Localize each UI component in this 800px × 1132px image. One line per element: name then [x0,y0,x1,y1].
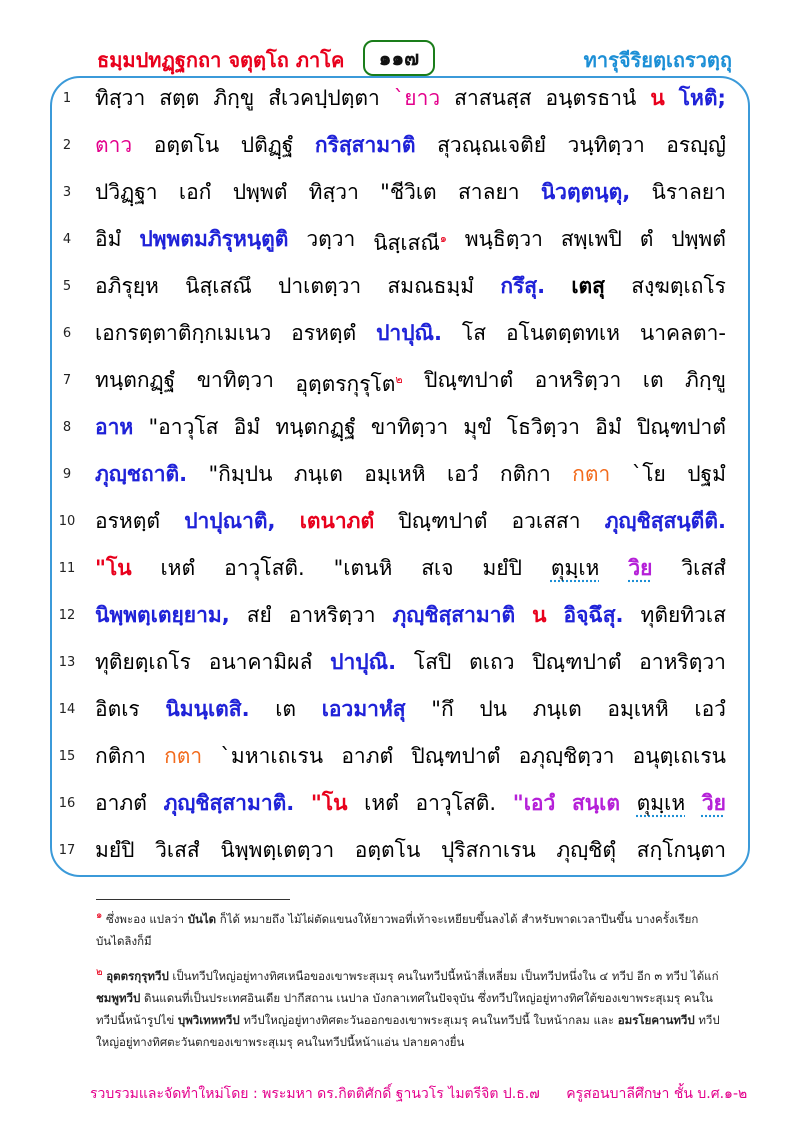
word: อิมํ [595,415,622,439]
word: ปน [479,697,508,721]
line-text [95,459,726,489]
word: ภุญฺชถาติ. [95,462,188,486]
footnote-marker: ๒ [395,373,403,386]
word: ภุญฺชิสฺสามาติ [392,603,516,627]
word: เหตํ [160,556,196,580]
line-number: 9 [62,467,72,482]
line-text [95,224,726,258]
word: ปุริสกาเรน [440,838,536,862]
word: สตฺต [159,86,200,110]
word: สํเวคปฺปตฺตา [268,86,380,110]
line-number: 8 [62,420,72,435]
word: ตุมฺเห [550,556,600,580]
word: กตา [572,462,611,486]
word: อุตฺตรกุรุโต$^๒$ [295,372,403,396]
word: ทุติยทิวเส [640,603,726,627]
footer-course: ครูสอนบาลีศึกษา ชั้น บ.ศ.๑-๒ [566,1086,748,1102]
word: ตุมฺเห [636,791,686,815]
text-line [0,551,800,598]
word: อโนตตฺตทเห [505,321,620,345]
line-number: 4 [62,232,72,247]
line-text [95,177,726,207]
word: "กึ [431,697,454,721]
word: เอกรตฺตาติกฺกเมเนว [95,321,272,345]
text-line [0,316,800,363]
word: อาภตํ [341,744,394,768]
line-text [95,130,726,160]
word: อิตเร [95,697,140,721]
word: ตํ [639,227,654,251]
word: วิย [628,556,653,580]
word: สมณธมฺมํ [387,274,475,298]
text-line [0,81,800,128]
word: มยํปิ [482,556,522,580]
word: ปิณฺฑปาตํ [398,509,488,533]
word: ภุญฺชิสฺสามาติ. [163,791,295,815]
line-number: 6 [62,326,72,341]
word: `มหาเถเรน [220,744,324,768]
word: สนฺเต [571,791,620,815]
word: กริสฺสามาติ [314,133,416,157]
line-text [95,600,726,630]
word: `โย [631,462,666,486]
text-line [0,363,800,410]
word: "โน [310,791,348,815]
word: สุวณฺณเจติยํ [437,133,547,157]
line-number: 5 [62,279,72,294]
word: น [532,603,547,627]
footnote-mark: ๑ [96,910,103,921]
word: "เอวํ [512,791,556,815]
text-line [0,739,800,786]
word: นิพฺพตฺเตยฺยาม, [95,603,230,627]
word: ทนฺตกฏฺฐํ [275,415,356,439]
word: อาหริตฺวา [639,650,726,674]
word: ขาทิตฺวา [196,368,274,392]
word: อตฺตโน [354,838,421,862]
line-text [95,553,726,583]
word: สาลยา [457,180,520,204]
word: อิมํ [233,415,261,439]
text-line [0,692,800,739]
footnote-text: ดินแดนที่เป็นประเทศอินเดีย ปากีสถาน เนปาล บังกลาเทศในปัจจุบัน ซึ่งทวีปใหญ่อยู่ทางทิศใต้ของเขาพระสุเมรุ คนในทวีปนี้หน้ารูปไข่ [96,990,713,1027]
word: สเจ [421,556,454,580]
word: กรึสุ. [500,274,546,298]
word: อรหตฺตํ [95,509,161,533]
line-number: 14 [58,702,76,717]
word: อนุตฺเถเรน [632,744,726,768]
word: อรญฺญํ [666,133,726,157]
text-line [0,175,800,222]
footnote-text: ซึ่งพะอง แปลว่า [106,911,188,926]
word: อิมํ [95,227,122,251]
word: อมฺเหหิ [607,697,669,721]
word: อตฺตโน [153,133,220,157]
word: อนฺตรธานํ [545,86,637,110]
word: ตาว [95,133,133,157]
word: สยํ [246,603,272,627]
word: กตา [164,744,203,768]
word: อาหริตฺวา [288,603,376,627]
word: กติกา [95,744,146,768]
word: อาวุโสติ. [224,556,305,580]
word: "เตนหิ [333,556,393,580]
line-number: 2 [62,138,72,153]
word: สพฺเพปิ [560,227,622,251]
line-number: 10 [58,514,76,529]
word: อภิรุยฺห [95,274,159,298]
word: เตนาภตํ [299,509,375,533]
footnote-term: บันได [187,911,217,926]
header-book-title: ธมฺมปทฏฺฐกถา จตุตฺโถ ภาโค [97,48,345,72]
line-text [95,647,726,677]
word: ปิณฺฑปาตํ [532,650,622,674]
text-line [0,786,800,833]
word: ภิกฺขู [213,86,255,110]
word: สกฺโกนฺตา [636,838,726,862]
word: โสปิ [413,650,452,674]
line-text [95,835,726,865]
line-number: 12 [58,608,76,623]
word: นิสฺเสณึ [185,274,252,298]
word: วิเสสํ [155,838,200,862]
word: กติกา [499,462,551,486]
word: "กิมฺปน [208,462,273,486]
word: ภนฺเต [532,697,582,721]
text-line [0,504,800,551]
text-line [0,269,800,316]
line-text [95,694,726,724]
footer-compiler: รวบรวมและจัดทำใหม่โดย : พระมหา ดร.กิตติศักดิ์ ฐานวโร ไมตรีจิต ป.ธ.๗ [90,1086,540,1102]
word: "อาวุโส [148,415,219,439]
word: อนาคามิผลํ [208,650,313,674]
word: ภิกฺขู [685,368,726,392]
word: อภุญฺชิตฺวา [518,744,615,768]
footnote-divider [96,899,290,900]
word: วนฺทิตฺวา [567,133,645,157]
word: เอวํ [694,697,726,721]
word: เอวมาหํสุ [321,697,406,721]
line-text [95,788,726,818]
word: อาหริตฺวา [534,368,622,392]
word: วิย [701,791,726,815]
word: ตเถว [469,650,515,674]
word: ปพฺพตํ [671,227,726,251]
word: โส [461,321,487,345]
word: ทิสฺวา [95,86,146,110]
word: ปาปุณิ. [376,321,443,345]
word: นิพฺพตฺเตตฺวา [220,838,335,862]
word: ปฐมํ [687,462,726,486]
text-line [0,222,800,269]
footnote-marker: ๑ [439,232,447,245]
word: "ชีวิเต [380,180,437,204]
word: โธวิตฺวา [506,415,580,439]
footnote-mark: ๒ [96,967,103,978]
word: อาวุโสติ. [415,791,497,815]
line-number: 11 [58,561,76,576]
word: ทนฺตกฏฺฐํ [95,368,176,392]
word: ขาทิตฺวา [370,415,449,439]
line-number: 7 [62,373,72,388]
text-line [0,645,800,692]
text-line [0,128,800,175]
text-lines [0,81,800,880]
text-line [0,833,800,880]
text-line [0,410,800,457]
word: นิราลยา [651,180,726,204]
word: ภนฺเต [293,462,343,486]
word: วิเสสํ [681,556,726,580]
word: ปพฺพตํ [232,180,288,204]
word: `ยาว [393,86,441,110]
line-text [95,365,726,399]
footnote-2 [96,962,726,1053]
word: มยํปิ [95,838,135,862]
word: เหตํ [364,791,399,815]
word: เตสุ [571,274,605,298]
word: สาสนสฺส [454,86,532,110]
text-line [0,457,800,504]
word: ปพฺพตมภิรุหนฺตูติ [139,227,289,251]
footnote-text: ทวีปใหญ่อยู่ทางทิศตะวันออกของเขาพระสุเมรุ คนในทวีปนี้ ใบหน้ากลม และ [239,1012,618,1027]
word: อาห [95,415,134,439]
word: ภุญฺชิสฺสนฺตีติ. [604,509,726,533]
text-line [0,598,800,645]
word: ปิณฺฑปาตํ [636,415,726,439]
word: โหติ; [678,86,726,110]
word: นาคลตา- [639,321,726,345]
footnote-term: อมรโยคานทวีป [617,1012,695,1027]
word: ภุญฺชิตุํ [556,838,617,862]
line-number: 1 [62,91,72,106]
line-text [95,412,726,442]
word: ปาปุณิ. [330,650,397,674]
word: เอกํ [178,180,212,204]
line-number: 16 [58,796,76,811]
footnote-1 [96,905,726,952]
word: ปาเตตฺวา [278,274,362,298]
word: เต [275,697,297,721]
word: นิสฺเสณี$^๑$ [373,231,447,255]
word: ทิสฺวา [308,180,359,204]
word: ปิณฺฑปาตํ [424,368,514,392]
word: สงฺฆตฺเถโร [631,274,726,298]
line-text [95,318,726,348]
line-text [95,741,726,771]
header-section-title: ทารุจีริยตฺเถรวตฺถุ [583,48,732,72]
page-footer [90,1083,747,1105]
line-text [95,83,726,113]
line-text [95,506,726,536]
word: ปิณฺฑปาตํ [411,744,501,768]
word: ปติฏฺฐํ [240,133,294,157]
word: อมฺเหหิ [364,462,426,486]
word: อาภตํ [95,791,147,815]
line-number: 13 [58,655,76,670]
footnote-term: อุตตรกุรุทวีป [106,968,169,983]
footnote-text: ทวีปใหญ่อยู่ทางทิศตะวันตกของเขาพระสุเมรุ คนในทวีปนี้หน้าแอ่น ปลายคางยื่น [96,1012,720,1049]
word: อิจฺฉึสุ. [563,603,624,627]
line-text [95,271,726,301]
footnote-term: บุพวิเทหทวีป [177,1012,240,1027]
page-number: ๑๑๗ [363,40,435,76]
word: น [650,86,665,110]
word: ปวิฏฺฐา [95,180,158,204]
word: ปาปุณาติ, [184,509,276,533]
footnote-text: เป็นทวีปใหญ่อยู่ทางทิศเหนือของเขาพระสุเมรุ คนในทวีปนี้หน้าสี่เหลี่ยม เป็นทวีปหนึ่งใน ๔ ทวีป อีก ๓ ทวีป ได้แก่ [168,968,719,983]
word: นิวตฺตนฺตุ, [540,180,631,204]
word: พนฺธิตฺวา [464,227,543,251]
word: เอวํ [446,462,479,486]
word: อรหตฺตํ [291,321,357,345]
line-number: 17 [58,843,76,858]
word: วตฺวา [306,227,356,251]
word: มุขํ [463,415,492,439]
footnote-term: ชมพูทวีป [96,990,141,1005]
word: เต [642,368,664,392]
word: นิมนฺเตสิ. [165,697,250,721]
line-number: 15 [58,749,76,764]
word: ทุติยตฺเถโร [95,650,191,674]
line-number: 3 [62,185,72,200]
word: "โน [95,556,132,580]
footnote-text: ก็ได้ หมายถึง ไม้ไผ่ตัดแขนงให้ยาวพอที่เท้าจะเหยียบขึ้นลงได้ สำหรับพาดเวลาปีนขึ้น บางครั้งเรียก บันไดลิงก็มี [96,911,699,948]
word: อวเสสา [511,509,581,533]
